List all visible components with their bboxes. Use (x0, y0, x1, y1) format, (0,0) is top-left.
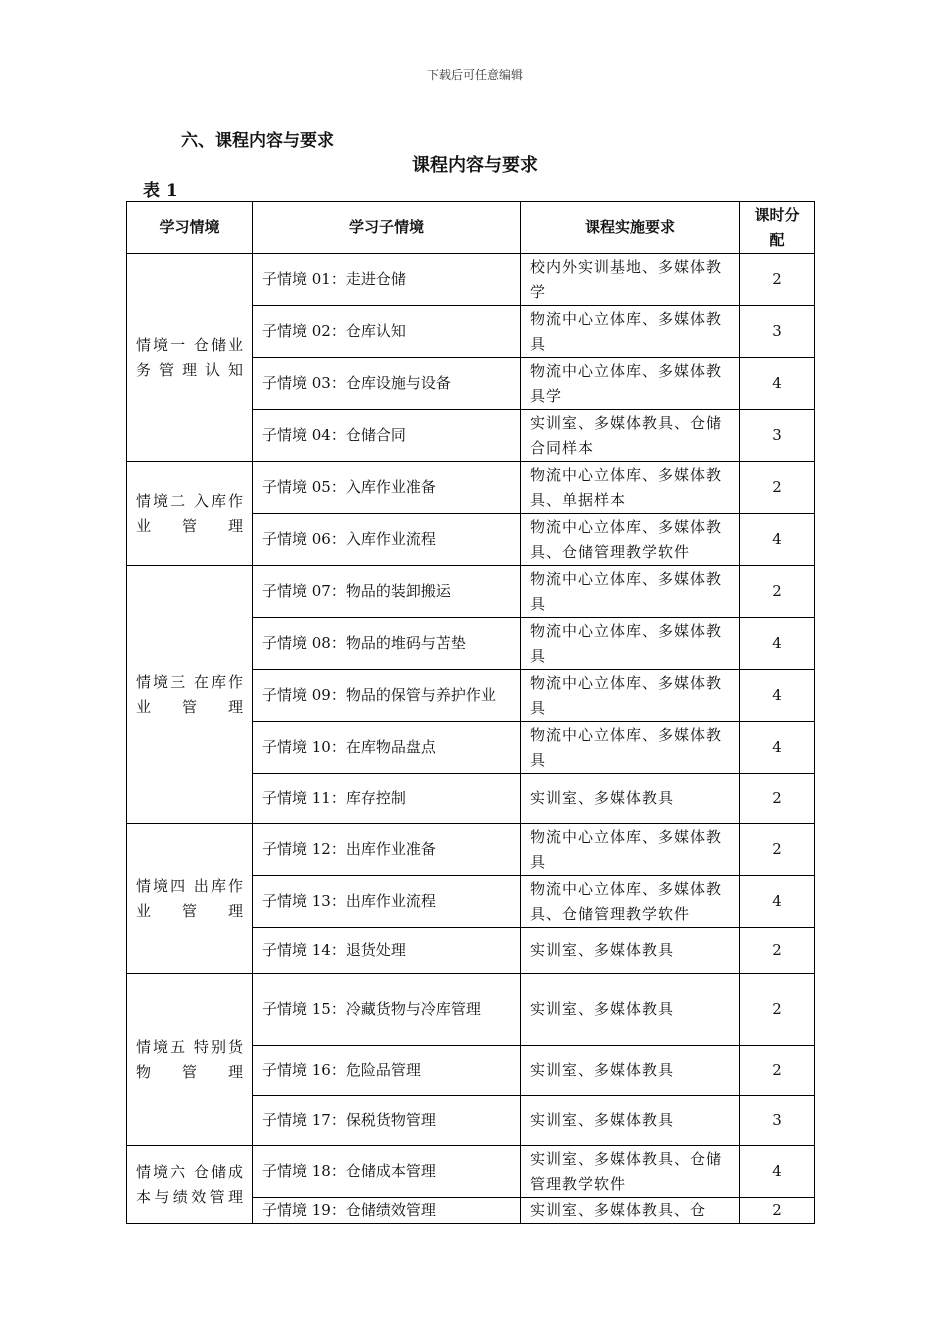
hours-cell: 4 (740, 722, 815, 774)
hours-cell: 3 (740, 306, 815, 358)
situation-cell: 情境六 仓储成本与绩效管理 (127, 1146, 253, 1224)
hours-cell: 4 (740, 876, 815, 928)
requirement-cell: 物流中心立体库、多媒体教具 (521, 824, 740, 876)
hours-cell: 3 (740, 410, 815, 462)
requirement-cell: 校内外实训基地、多媒体教学 (521, 254, 740, 306)
table-row (127, 254, 815, 306)
hours-cell: 4 (740, 670, 815, 722)
hours-cell: 2 (740, 974, 815, 1046)
requirement-cell: 实训室、多媒体教具 (521, 928, 740, 974)
requirement-cell: 物流中心立体库、多媒体教具 (521, 618, 740, 670)
sub-situation-cell: 子情境 01：走进仓储 (253, 254, 521, 306)
requirement-cell: 实训室、多媒体教具 (521, 1046, 740, 1096)
hours-cell: 4 (740, 358, 815, 410)
requirement-cell: 物流中心立体库、多媒体教具学 (521, 358, 740, 410)
situation-cell: 情境三 在库作业管理 (127, 566, 253, 824)
hours-cell: 2 (740, 566, 815, 618)
requirement-cell: 物流中心立体库、多媒体教具 (521, 566, 740, 618)
hours-cell: 4 (740, 514, 815, 566)
sub-situation-cell: 子情境 10：在库物品盘点 (253, 722, 521, 774)
column-header: 学习子情境 (253, 202, 521, 254)
requirement-cell: 物流中心立体库、多媒体教具 (521, 722, 740, 774)
table-row (127, 974, 815, 1046)
hours-cell: 2 (740, 254, 815, 306)
sub-situation-cell: 子情境 14：退货处理 (253, 928, 521, 974)
requirement-cell: 物流中心立体库、多媒体教具、仓储管理教学软件 (521, 876, 740, 928)
table-body (127, 254, 815, 1224)
sub-situation-cell: 子情境 08：物品的堆码与苫垫 (253, 618, 521, 670)
sub-situation-cell: 子情境 05：入库作业准备 (253, 462, 521, 514)
table-row (127, 566, 815, 618)
table-label: 表 1 (143, 181, 178, 201)
table-row (127, 824, 815, 876)
hours-cell: 4 (740, 618, 815, 670)
hours-cell: 2 (740, 824, 815, 876)
requirement-cell: 实训室、多媒体教具、仓储管理教学软件 (521, 1146, 740, 1198)
sub-situation-cell: 子情境 06：入库作业流程 (253, 514, 521, 566)
requirement-cell: 实训室、多媒体教具 (521, 974, 740, 1046)
sub-situation-cell: 子情境 12：出库作业准备 (253, 824, 521, 876)
sub-situation-cell: 子情境 19：仓储绩效管理 (253, 1198, 521, 1224)
sub-situation-cell: 子情境 16：危险品管理 (253, 1046, 521, 1096)
requirement-cell: 实训室、多媒体教具、仓储合同样本 (521, 410, 740, 462)
table-header-row (127, 202, 815, 254)
column-header: 课程实施要求 (521, 202, 740, 254)
sub-situation-cell: 子情境 18：仓储成本管理 (253, 1146, 521, 1198)
requirement-cell: 物流中心立体库、多媒体教具、单据样本 (521, 462, 740, 514)
sub-situation-cell: 子情境 15：冷藏货物与冷库管理 (253, 974, 521, 1046)
situation-cell: 情境四 出库作业管理 (127, 824, 253, 974)
hours-cell: 2 (740, 462, 815, 514)
sub-situation-cell: 子情境 13：出库作业流程 (253, 876, 521, 928)
sub-situation-cell: 子情境 04：仓储合同 (253, 410, 521, 462)
situation-cell: 情境五 特别货物管理 (127, 974, 253, 1146)
sub-situation-cell: 子情境 07：物品的装卸搬运 (253, 566, 521, 618)
sub-situation-cell: 子情境 03：仓库设施与设备 (253, 358, 521, 410)
hours-cell: 2 (740, 774, 815, 824)
requirement-cell: 物流中心立体库、多媒体教具 (521, 306, 740, 358)
situation-cell: 情境二 入库作业管理 (127, 462, 253, 566)
hours-cell: 2 (740, 928, 815, 974)
course-content-table (126, 201, 815, 1224)
sub-situation-cell: 子情境 17：保税货物管理 (253, 1096, 521, 1146)
sub-situation-cell: 子情境 11：库存控制 (253, 774, 521, 824)
requirement-cell: 物流中心立体库、多媒体教具、仓储管理教学软件 (521, 514, 740, 566)
column-header: 学习情境 (127, 202, 253, 254)
sub-situation-cell: 子情境 09：物品的保管与养护作业 (253, 670, 521, 722)
hours-cell: 3 (740, 1096, 815, 1146)
table-row (127, 1146, 815, 1198)
requirement-cell: 实训室、多媒体教具、仓 (521, 1198, 740, 1224)
requirement-cell: 实训室、多媒体教具 (521, 774, 740, 824)
table-row (127, 462, 815, 514)
column-header: 课时分配 (740, 202, 815, 254)
header-note: 下载后可任意编辑 (426, 68, 523, 82)
requirement-cell: 实训室、多媒体教具 (521, 1096, 740, 1146)
hours-cell: 4 (740, 1146, 815, 1198)
section-heading: 六、课程内容与要求 (181, 131, 334, 151)
hours-cell: 2 (740, 1046, 815, 1096)
requirement-cell: 物流中心立体库、多媒体教具 (521, 670, 740, 722)
hours-cell: 2 (740, 1198, 815, 1224)
sub-situation-cell: 子情境 02：仓库认知 (253, 306, 521, 358)
situation-cell: 情境一 仓储业务管理认知 (127, 254, 253, 462)
table-title: 课程内容与要求 (412, 155, 538, 176)
